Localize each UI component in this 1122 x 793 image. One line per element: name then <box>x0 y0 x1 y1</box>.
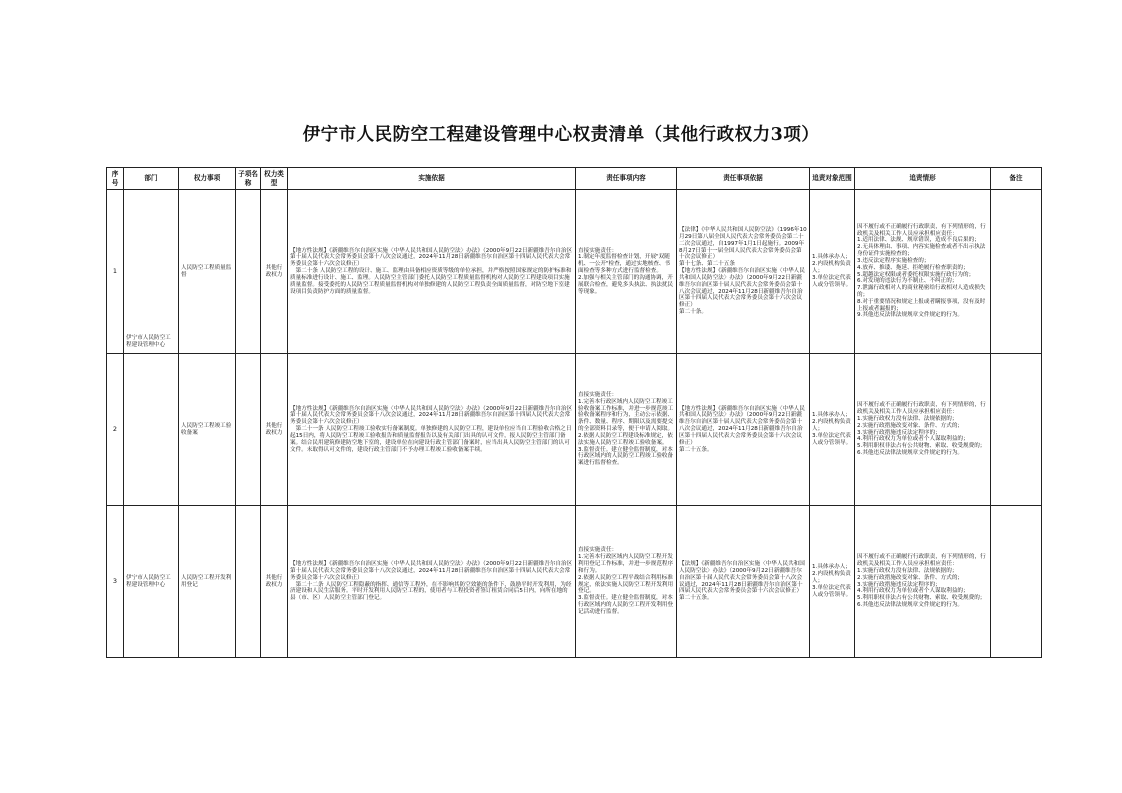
row-note <box>991 354 1042 506</box>
header-scope: 追责对象范围 <box>810 168 855 190</box>
row-seq: 1 <box>107 190 124 354</box>
header-resp-basis: 责任事项依据 <box>677 168 810 190</box>
row-dept: 伊宁市人民防空工程建设管理中心 <box>126 335 171 349</box>
row-resp: 直接实施责任： 1.完善本行政区域内人民防空工程竣工验收备案工作标准，并进一步规范竣工验收备案程序和行为，主动公示依据、条件、数量、程序、期限以及需要提交的全部资料目录等，便于申请人阅取。 2.依据人民防空工程建设标准规定，依法实施人民防空工程竣工验收备案。 3.监督责任。建立健全监督制度，对本行政区域内的人民防空工程竣工验收备案进行监督检查。 <box>576 354 677 506</box>
header-note: 备注 <box>991 168 1042 190</box>
table-row <box>107 506 1042 658</box>
row-resp: 直接实施责任： 1.完善本行政区域内人民防空工程开发利用登记工作标准，并进一步规范程序和行为。 2.依据人民防空工程平战结合利用标准规定，依法实施人民防空工程开发利用登记。 3.监督责任。建立健全监督制度，对本行政区域内的人民防空工程开发利用登记活动进行监督。 <box>576 506 677 658</box>
row-note <box>991 506 1042 658</box>
row-type: 其他行政权力 <box>261 190 288 354</box>
row-basis: 【地方性法规】《新疆维吾尔自治区实施〈中华人民共和国人民防空法〉办法》（2000年9月22日新疆维吾尔自治区第十届人民代表大会常务委员会第十八次会议通过，2024年11月28日新疆维吾尔自治区第十四届人民代表大会常务委员会第十六次会议修正） 第二十二条 人民防空工程隐蔽的指挥、通信等工程外，在不影响其防空效能的条件下，鼓励平时开发利用，为经济建设和人民生活服务。平时开发利用人民防空工程的，使用者与工程投资者签订租赁合同后5日内，向所在地的县（市、区）人民防空主管部门登记。 <box>288 506 576 658</box>
header-item: 权力事项 <box>179 168 236 190</box>
table-row <box>107 354 1042 506</box>
row-seq: 3 <box>107 506 124 658</box>
table-row <box>107 190 1042 354</box>
header-row <box>107 168 1042 190</box>
row-item: 人民防空工程竣工验收备案 <box>179 354 236 506</box>
row-seq: 2 <box>107 354 124 506</box>
row-sub <box>236 506 261 658</box>
header-seq: 序号 <box>107 168 124 190</box>
row-type: 其他行政权力 <box>261 354 288 506</box>
row-situation: 因不履行或不正确履行行政职责，有下列情形的，行政机关及相关工作人员应承担相应责任： 1.实施行政权力没有法律、法规依据的； 2.实施行政措施改变对象、条件、方式的； 3.实施行政措施违反法定程序的； 4.利用行政权力为单位或者个人谋取利益的； 5.利用职权非法占有公共财物、索取、收受规费的； 6.其他违反法律法规规章文件规定的行为。 <box>855 354 991 506</box>
row-dept-cell <box>124 190 179 354</box>
header-basis: 实施依据 <box>288 168 576 190</box>
row-resp-basis: 【地方性法规】《新疆维吾尔自治区实施〈中华人民共和国人民防空法〉办法》（2000年9月22日新疆维吾尔自治区第十届人民代表大会常务委员会第十八次会议通过，2024年11月28日新疆维吾尔自治区第十四届人民代表大会常务委员会第十六次会议修正） 第二十五条。 <box>677 354 810 506</box>
row-resp: 直接实施责任： 1.制定年度监督检查计划，开展"双随机、一公开"检查，通过实地核查、书面检查等多种方式进行监督检查。 2.加强与相关主管部门的沟通协调，开展联合检查，避免多头执法、执法扰民等现象。 <box>576 190 677 354</box>
row-type: 其他行政权力 <box>261 506 288 658</box>
row-basis: 【地方性法规】《新疆维吾尔自治区实施〈中华人民共和国人民防空法〉办法》（2000年9月22日新疆维吾尔自治区第十届人民代表大会常务委员会第十八次会议通过，2024年11月28日新疆维吾尔自治区第十四届人民代表大会常务委员会第十六次会议修正） 第二十一条 人民防空工程竣工验收实行备案制度。单独修建的人民防空工程，建设单位应当自工程验收合格之日起15日内，将人民防空工程竣工验收报告和质量监督报告以及有关部门出具的认可文件，报人民防空主管部门备案。结合民用建筑修建防空地下室的，建设单位在向建设行政主管部门备案时，应当出具人民防空主管部门的认可文件。未取得认可文件的，建设行政主管部门不予办理工程竣工验收备案手续。 <box>288 354 576 506</box>
row-sub <box>236 190 261 354</box>
responsibility-table <box>106 167 1042 658</box>
row-scope: 1.具体承办人； 2.内设机构负责人； 3.单位法定代表人或分管领导。 <box>810 354 855 506</box>
row-scope: 1.具体承办人； 2.内设机构负责人； 3.单位法定代表人或分管领导。 <box>810 506 855 658</box>
row-situation: 因不履行或不正确履行行政职责，有下列情形的，行政机关及相关工作人员应承担相应责任： 1.适用法律、法规、规章错误，造成不良后果的； 2.无具体理由、事项、内容实施检查或者不出示执法身份证件实施检查的； 3.违反法定程序实施检查的； 4.放弃、推诿、拖延、拒绝履行检查职责的； 5.超越法定权限或者委托权限实施行政行为的； 6.对发现的违法行为不制止、不纠正的； 7.泄露行政相对人的商业秘密给行政相对人造成损失的； 8.对于重要情况和规定上报或者瞒报事项，没有及时上报或者漏报的； 9.其他违反法律法规规章文件规定的行为。 <box>855 190 991 354</box>
header-situation: 追责情形 <box>855 168 991 190</box>
row-dept: 伊宁市人民防空工程建设管理中心 <box>124 506 179 658</box>
row-item: 人民防空工程开发利用登记 <box>179 506 236 658</box>
header-dept: 部门 <box>124 168 179 190</box>
row-resp-basis: 【法规】《新疆维吾尔自治区实施〈中华人民共和国人民防空法〉办法》（2000年9月22日新疆维吾尔自治区第十届人民代表大会常务委员会第十八次会议通过，2024年11月28日新疆维吾尔自治区第十四届人民代表大会常务委员会第十六次会议修正） 第二十五条。 <box>677 506 810 658</box>
header-sub: 子项名称 <box>236 168 261 190</box>
row-dept <box>124 354 179 506</box>
document-title: 伊宁市人民防空工程建设管理中心权责清单（其他行政权力3项） <box>302 125 820 145</box>
row-basis: 【地方性法规】《新疆维吾尔自治区实施〈中华人民共和国人民防空法〉办法》（2000年9月22日新疆维吾尔自治区第十届人民代表大会常务委员会第十八次会议通过，2024年11月28日新疆维吾尔自治区第十四届人民代表大会常务委员会第十六次会议修正） 第二十条 人民防空工程的设计、施工、监理由具备相应资质等级的单位承担，并严格按照国家规定的防护标准和质量标准进行设计、施工、监理。人民防空主管部门委托人民防空工程质量监督机构对人民防空工程建设项目实施质量监督。接受委托的人民防空工程质量监督机构对单独修建的人民防空工程负责全面质量监督，对防空地下室建设项目负责防护方面的质量监督。 <box>288 190 576 354</box>
row-note <box>991 190 1042 354</box>
header-type: 权力类型 <box>261 168 288 190</box>
row-resp-basis: 【法律】《中华人民共和国人民防空法》（1996年10月29日第八届全国人民代表大会常务委员会第二十二次会议通过，自1997年1月1日起施行。2009年8月27日第十一届全国人民代表大会常务委员会第十次会议修正） 第十七条、第二十五条 【地方性法规】《新疆维吾尔自治区实施〈中华人民共和国人民防空法〉办法》（2000年9月22日新疆维吾尔自治区第十届人民代表大会常务委员会第十八次会议通过，2024年11月28日新疆维吾尔自治区第十四届人民代表大会常务委员会第十六次会议修正） 第二十条。 <box>677 190 810 354</box>
header-resp: 责任事项内容 <box>576 168 677 190</box>
row-situation: 因不履行或不正确履行行政职责，有下列情形的，行政机关及相关工作人员应承担相应责任： 1.实施行政权力没有法律、法规依据的； 2.实施行政措施改变对象、条件、方式的； 3.实施行政措施违反法定程序的； 4.利用行政权力为单位或者个人谋取利益的； 5.利用职权非法占有公共财物、索取、收受规费的； 6.其他违反法律法规规章文件规定的行为。 <box>855 506 991 658</box>
row-sub <box>236 354 261 506</box>
row-scope: 1.具体承办人； 2.内设机构负责人； 3.单位法定代表人或分管领导。 <box>810 190 855 354</box>
row-item: 人民防空工程质量监督 <box>179 190 236 354</box>
